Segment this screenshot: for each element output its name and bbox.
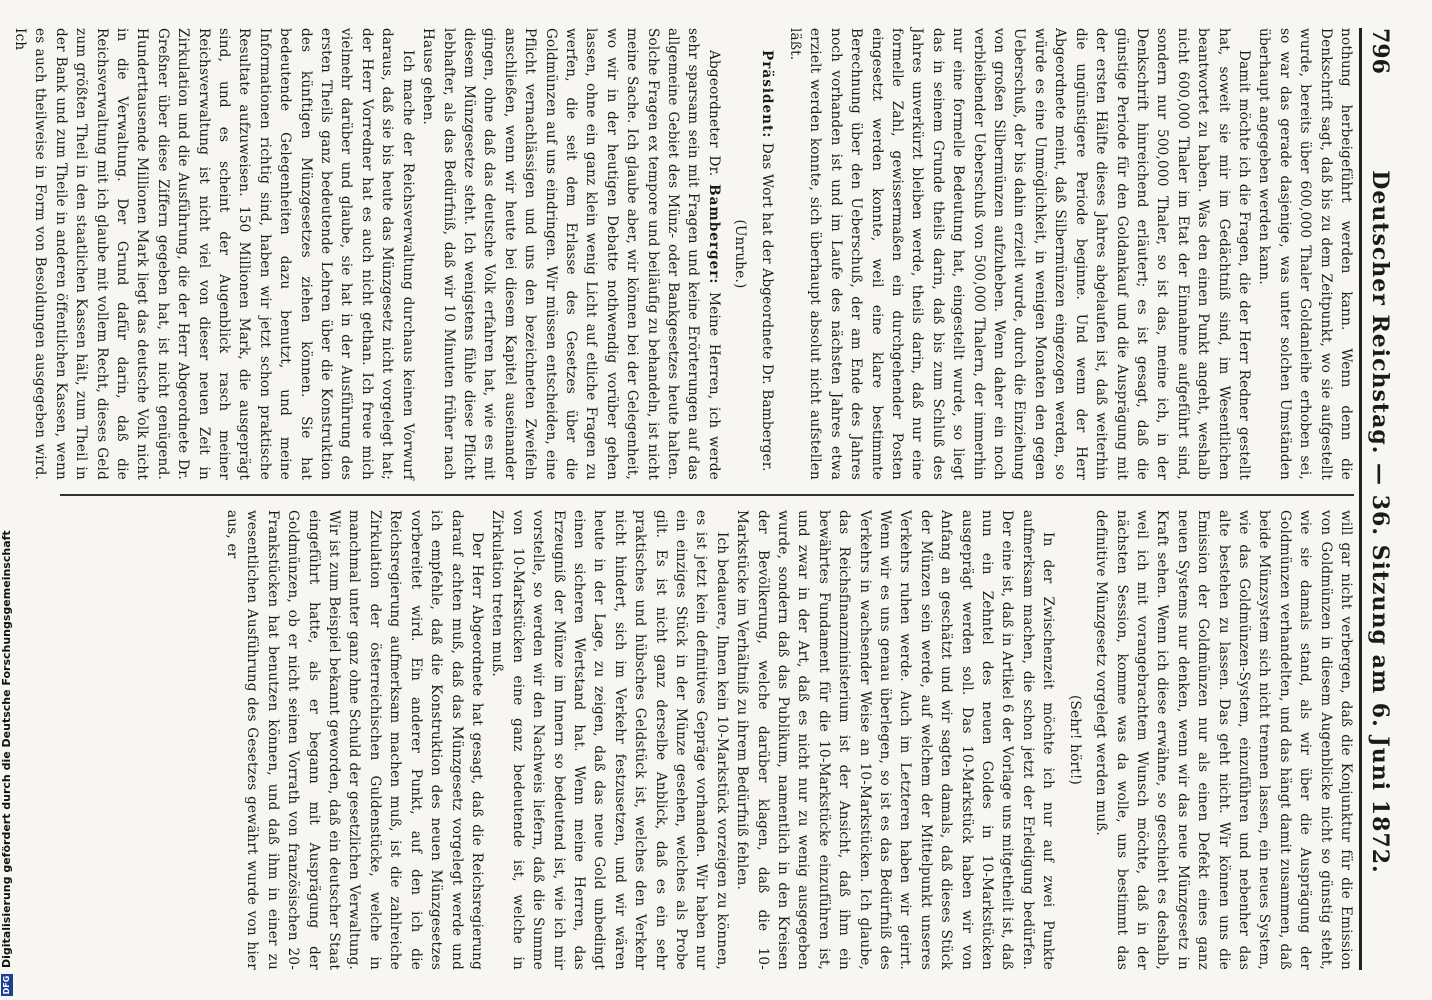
- page-number: 796: [1367, 28, 1393, 74]
- speaker-label: Präsident:: [758, 50, 775, 139]
- right-column: [18, 510, 1356, 970]
- paragraph: nothung herbeigeführt werden kann. Wenn denn die Denkschrift sagt, daß bis zu dem Zeitpunkt, wo sie aufgestellt wurde, bereits über 600,000 Thaler Goldanleihe erhoben sei, so war das gerade dasjenige, was unter solchen Umständen überhaupt angegeben werden kann.: [1256, 28, 1354, 480]
- speaker-paragraph: [418, 28, 724, 480]
- page-title: Deutscher Reichstag. — 36. Sitzung am 6. Juni 1872.: [1367, 170, 1393, 874]
- page-header: [1359, 28, 1412, 970]
- paragraph: Ich mache der Reichsverwaltung durchaus keinen Vorwurf daraus, daß sie bis heute das Münzgesetz nicht vorgelegt hat; der Herr Vorredner hat es auch nicht gethan. Ich freue mich vielmehr darüber und glaube, sie hat in der Ausführung des ersten Theils ganz bedeutende Lehren über die Konstruktion des künftigen Münzgesetzes ziehen können. Sie hat bedeutende Gelegenheiten dazu benutzt, und meine Informationen richtig sind, haben wir jetzt schon praktische Resultate aufzuweisen. 150 Millionen Mark, die ausgeprägt sind, und es scheint der Augenblick rasch meiner Reichsverwaltung ist nicht viel von dieser neuen Zeit in Zirkulation und die Ausführung, die der Herr Abgeordnete Dr. Greßner über diese Ziffern gegeben hat, ist nicht genügend. Hunderttausende Millionen Mark liegt das deutsche Volk nicht in die Verwaltung. Der Grund dafür darin, daß die Reichsverwaltung mit ich glaube mit vollem Recht, dieses Geld zum größten Theil in den staatlichen Kassen hält, zum Theil in der Bank und zum Theile in anderen öffentlichen Kassen, wenn es auch theilweise in Form von Besoldungen ausgegeben wird. Ich: [12, 28, 416, 480]
- interjection: (Unruhe.): [732, 219, 749, 289]
- left-column: [12, 28, 1356, 480]
- paragraph: will gar nicht verbergen, daß die Konjunktur für die Emission von Goldmünzen in diesem Augenblicke nicht so günstig steht, wie sie damals stand, als wir über die Ausprägung der Goldmünzen verhandelten, und das hängt damit zusammen, daß beide Münzsystem sich nicht trennen lassen, ein neues System, wie das Goldmünzen-System, einzuführen und nebenher das alte bestehen zu lassen. Das geht nicht. Wir können uns die Emission der Goldmünzen nur als einen Defekt eines ganz neuen Systems nur denken, wenn wir das neue Münzgesetz in Kraft sehen. Wenn ich diese erwähne, so geschieht es deshalb, weil ich mit vorangebrachtem Wunsch möchte, daß in der nächsten Session, komme was da wolle, uns bestimmt das definitive Münzgesetz vorgelegt werden muß.: [1093, 510, 1354, 970]
- speaker-prefix: Abgeordneter Dr.: [705, 50, 722, 177]
- paragraph: Damit möchte ich die Fragen, die der Herr Redner gestellt hat, soweit sie mir im Gedächtniß sind, im Wesentlichen beantwortet zu haben. Was den einen Punkt angeht, weshalb nicht 600,000 Thaler im Etat der Einnahme aufgeführt sind, sondern nur 500,000 Thaler, so ist das, meine ich, in der Denkschrift hinreichend erläutert; es ist gesagt, daß die günstige Periode für den Goldankauf und die Ausprägung mit der ersten Hälfte dieses Jahres abgelaufen ist, daß weiterhin die ungünstigere Periode beginne. Und wenn der Herr Abgeordnete meint, daß Silbermünzen eingezogen werden, so würde es eine Unmöglichkeit, in wenigen Monaten den gegen Ueberschuß, der bis dahin erzielt wurde, durch die Einziehung von großen Silbermünzen aufzuheben. Wenn daher ein noch verbleibender Ueberschuß von 500,000 Thalern, der immerhin nur eine formelle Bedeutung hat, eingestellt wurde, so liegt das in seinem Grunde theils darin, daß bis zum Schluß des Jahres unverkürzt bleiben werde, theils darin, daß nur eine formelle Zahl, gewissermaßen ein durchgehender Posten eingesetzt werden konnte, weil eine klare bestimmte Berechnung über den Ueberschuß, der am Ende des Jahres noch vorhanden ist und im Laufe des nächsten Jahres etwa erzielt werden konnte, sich überhaupt absolut nicht aufstellen läßt.: [787, 28, 1252, 480]
- paragraph: Der Herr Abgeordnete hat gesagt, daß die Reichsregierung darauf achten muß, daß das Münzgesetz vorgelegt werde und ich empfehle, daß die Konstruktion des neuen Münzgesetzes vorbereitet wird. Ein anderer Punkt, auf den ich die Reichsregierung aufmerksam machen muß, ist die zahlreiche Zirkulation der österreichischen Guldenstücke, welche in manchmal unter ganz ohne Schuld der gesetzlichen Verwaltung. Wir ist zum Beispiel bekannt geworden, daß ein deutscher Staat eingeführt hatte, als er begann mit Ausprägung der Goldmünzen, ob er nicht seinen Vorrath von französischen 20-Frankstücken hat benutzen können, und daß ihm in einer zu wesentlichen Ausführung des Gesetzes gewährt wurde von hier aus, er: [224, 510, 485, 970]
- interjection: (Sehr! hört!): [1066, 695, 1083, 785]
- speaker-text: Meine Herren, ich werde sehr sparsam sein mit Fragen und keine Erörterungen auf das allgemeine Gebiet des Münz- oder Bankgesetzes heute halten. Solche Fragen ex tempore und beiläufig zu behandeln, ist nicht meine Sache. Ich glaube aber, wir können bei der Gelegenheit, wo wir in der heutigen Debatte nothwendig vorüber gehen lassen, ohne ein ganz klein wenig Licht auf etliche Fragen zu werfen, die seit dem Erlasse des Gesetzes über die Goldmünzen auf uns eindringen. Wir müssen entscheiden, eine Pflicht vernachlässigen und uns den bezeichneten Zweifeln anschließen, wenn wir heute bei diesem Kapitel auseinander gingen, ohne daß das deutsche Volk erfahren hat, wie es mit diesem Münzgesetze steht. Ich wenigstens fühle diese Pflicht lebhafter, als das Bedürfniß, daß wir 10 Minuten früher nach Hause gehen.: [420, 28, 722, 480]
- speaker-paragraph: [756, 28, 776, 480]
- paragraph: Ich bedauere, Ihnen kein 10-Markstück vorzeigen zu können, es ist jetzt kein definitives Gepräge vorhanden. Wir haben nur ein einziges Stück in der Münze gesehen, welches als Probe gilt. Es ist nicht ganz derselbe Anblick, daß es ein sehr praktisches und hübsches Geldstück ist, welches den Verkehr nicht hindert, sich im Verkehr festzusetzen, und wir wären heute in der Lage, zu zeigen, daß das neue Gold unbedingt einen sicheren Wertstand hat. Wenn meine Herren, das Erzeugniß der Münze im Innern so bedeutend ist, wie ich mir vorstelle, so werden wir den Nachweis liefern, daß die Summe von 10-Markstücken eine ganz bedeutende ist, welche in Zirkulation treten muß.: [489, 510, 730, 970]
- speaker-text: Das Wort hat der Abgeordnete Dr. Bamberger.: [758, 142, 775, 472]
- dfg-logo-icon: DFG: [1, 975, 11, 995]
- credit-text: Digitalisierung gefördert durch die Deutsche Forschungsgemeinschaft: [0, 530, 13, 968]
- speaker-label: Bamberger:: [705, 184, 722, 285]
- column-divider: [60, 494, 1354, 496]
- digitization-credit: [0, 530, 13, 996]
- paragraph: In der Zwischenzeit möchte ich nur auf zwei Punkte aufmerksam machen, die schon jetzt der Erledigung bedürfen. Der eine ist, daß in Artikel 6 der Vorlage uns mitgetheilt ist, daß nun ein Zehntel des neuen Goldes in 10-Markstücken ausgeprägt werden soll. Das 10-Markstück haben wir von Anfang an geschätzt und wir sagten damals, daß dieses Stück der Münzen sein werde, auf welchem der Mittelpunkt unseres Verkehrs ruhen werde. Auch im Letzteren haben wir geirrt. Wenn wir es uns genau überlegen, so ist es das Bedürfniß des Verkehrs in wachsender Weise an 10-Markstücken. Ich glaube, das Reichsfinanzministerium ist der Ansicht, daß ihm ein bewährtes Fundament für die 10-Markstücke einzuführen ist, und zwar in der Art, daß es nicht nur zu wenig ausgegeben wurde, sondern daß das Publikum, namentlich in den Kreisen der Bevölkerung, welche darüber klagen, daß die 10-Markstücke im Verhältniß zu ihrem Bedürfniß fehlen.: [734, 510, 1057, 970]
